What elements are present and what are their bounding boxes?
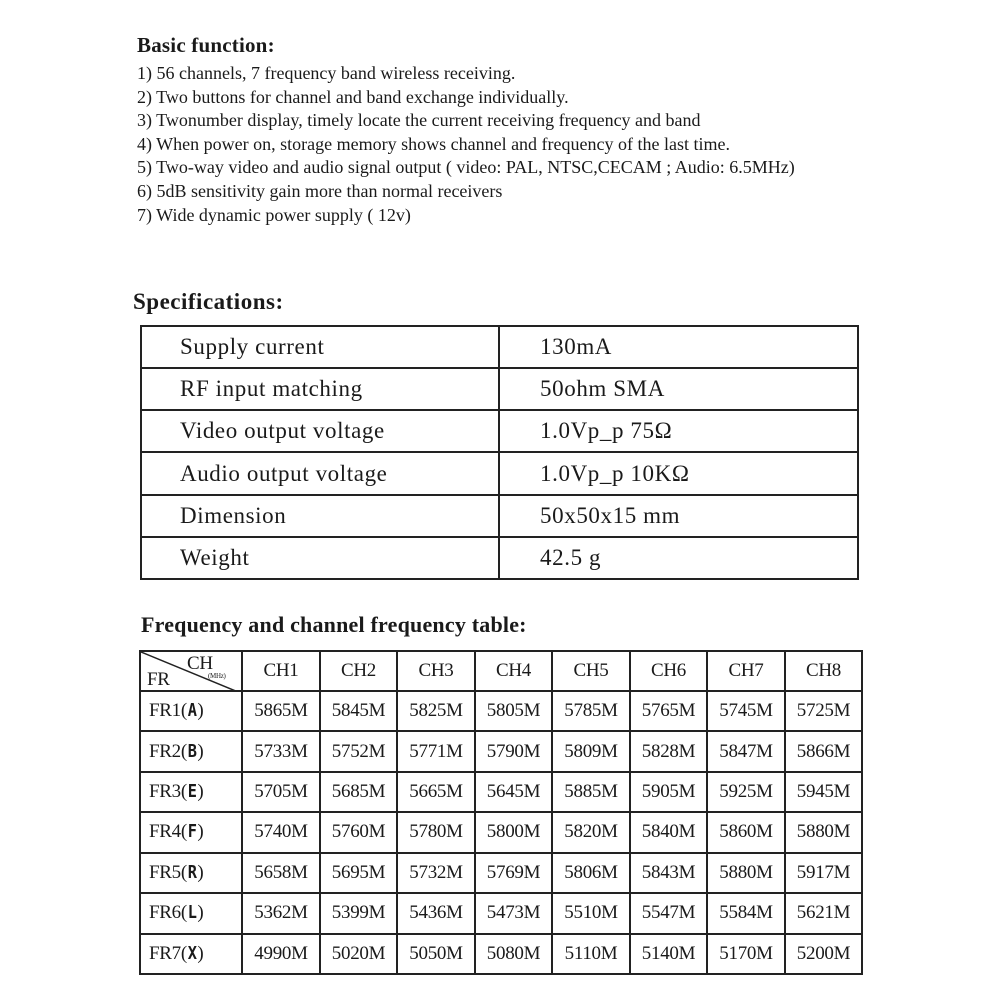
- frequency-cell: 5658M: [242, 853, 320, 893]
- table-row: [141, 537, 858, 579]
- paren-open: (: [180, 902, 187, 924]
- paren-close: ): [197, 740, 204, 762]
- frequency-cell: 5880M: [785, 812, 862, 852]
- paren-open: (: [180, 740, 187, 762]
- band-label-cell: [140, 934, 242, 974]
- frequency-cell: 5621M: [785, 893, 862, 933]
- spec-label: Dimension: [141, 495, 499, 537]
- corner-cell: [140, 651, 242, 691]
- frequency-cell: 5880M: [707, 853, 785, 893]
- table-row: [140, 772, 862, 812]
- basic-function-list: [137, 62, 877, 227]
- frequency-cell: 5740M: [242, 812, 320, 852]
- band-label-cell: [140, 731, 242, 771]
- frequency-cell: 5820M: [552, 812, 630, 852]
- spec-value: 50x50x15 mm: [499, 495, 858, 537]
- column-header: CH4: [475, 651, 552, 691]
- column-header: CH1: [242, 651, 320, 691]
- frequency-cell: 5847M: [707, 731, 785, 771]
- frequency-cell: 5705M: [242, 772, 320, 812]
- list-item: 2) Two buttons for channel and band exchange individually.: [137, 86, 569, 107]
- frequency-cell: 5436M: [397, 893, 475, 933]
- band-label-cell: [140, 691, 242, 731]
- frequency-cell: 5865M: [242, 691, 320, 731]
- frequency-cell: 5885M: [552, 772, 630, 812]
- frequency-cell: 5806M: [552, 853, 630, 893]
- frequency-cell: 5840M: [630, 812, 707, 852]
- paren-open: (: [180, 861, 187, 883]
- list-item: 3) Twonumber display, timely locate the current receiving frequency and band: [137, 110, 701, 131]
- specifications-heading: Specifications:: [133, 289, 284, 314]
- frequency-cell: 5866M: [785, 731, 862, 771]
- band-display-glyph: X: [187, 942, 197, 964]
- table-row: [141, 368, 858, 410]
- band-label-cell: [140, 812, 242, 852]
- frequency-cell: 5110M: [552, 934, 630, 974]
- table-row: [140, 893, 862, 933]
- list-item: 6) 5dB sensitivity gain more than normal receivers: [137, 180, 503, 201]
- list-item: 5) Two-way video and audio signal output ( video: PAL, NTSC,CECAM ; Audio: 6.5MHz): [137, 157, 795, 178]
- list-item: 4) When power on, storage memory shows channel and frequency of the last time.: [137, 133, 730, 154]
- table-row: [141, 410, 858, 452]
- list-item: 1) 56 channels, 7 frequency band wireless receiving.: [137, 63, 516, 83]
- band-label-cell: [140, 893, 242, 933]
- frequency-cell: 5860M: [707, 812, 785, 852]
- frequency-cell: 5925M: [707, 772, 785, 812]
- table-row: [140, 812, 862, 852]
- spec-label: Audio output voltage: [141, 452, 499, 494]
- band-name: FR4: [149, 821, 181, 843]
- frequency-cell: 5140M: [630, 934, 707, 974]
- spec-label: Weight: [141, 537, 499, 579]
- column-header: CH5: [552, 651, 630, 691]
- frequency-table-body: [140, 691, 862, 974]
- band-display-glyph: B: [187, 740, 197, 762]
- frequency-cell: 5845M: [320, 691, 397, 731]
- table-header-row: [140, 651, 862, 691]
- frequency-cell: 5785M: [552, 691, 630, 731]
- band-display-glyph: R: [187, 861, 197, 883]
- frequency-cell: 5584M: [707, 893, 785, 933]
- column-header: CH2: [320, 651, 397, 691]
- frequency-cell: 5050M: [397, 934, 475, 974]
- frequency-cell: 5825M: [397, 691, 475, 731]
- table-row: [140, 731, 862, 771]
- frequency-cell: 5945M: [785, 772, 862, 812]
- band-name: FR6: [149, 902, 181, 924]
- spec-label: Video output voltage: [141, 410, 499, 452]
- band-label-cell: [140, 853, 242, 893]
- frequency-cell: 5917M: [785, 853, 862, 893]
- list-item: 7) Wide dynamic power supply ( 12v): [137, 204, 411, 225]
- spec-value: 1.0Vp_p 75Ω: [499, 410, 858, 452]
- table-row: [141, 495, 858, 537]
- frequency-cell: 5790M: [475, 731, 552, 771]
- frequency-cell: 5732M: [397, 853, 475, 893]
- spec-value: 1.0Vp_p 10KΩ: [499, 452, 858, 494]
- spec-value: 50ohm SMA: [499, 368, 858, 410]
- column-header: CH7: [707, 651, 785, 691]
- band-display-glyph: L: [187, 902, 197, 924]
- frequency-cell: 5200M: [785, 934, 862, 974]
- frequency-cell: 4990M: [242, 934, 320, 974]
- frequency-table-heading: Frequency and channel frequency table:: [141, 612, 527, 637]
- band-name: FR2: [149, 740, 181, 762]
- corner-ch-label: CH: [187, 653, 213, 674]
- band-display-glyph: E: [187, 781, 197, 803]
- table-row: [140, 934, 862, 974]
- spec-label: RF input matching: [141, 368, 499, 410]
- paren-close: ): [197, 861, 204, 883]
- frequency-cell: 5843M: [630, 853, 707, 893]
- frequency-cell: 5805M: [475, 691, 552, 731]
- frequency-cell: 5020M: [320, 934, 397, 974]
- table-row: [141, 326, 858, 368]
- frequency-cell: 5800M: [475, 812, 552, 852]
- column-header: CH6: [630, 651, 707, 691]
- frequency-cell: 5765M: [630, 691, 707, 731]
- frequency-table: [139, 650, 863, 975]
- frequency-cell: 5510M: [552, 893, 630, 933]
- paren-close: ): [197, 700, 204, 722]
- band-name: FR1: [149, 700, 181, 722]
- band-display-glyph: F: [187, 821, 197, 843]
- corner-unit-label: (MHz): [208, 672, 226, 680]
- table-row: [140, 853, 862, 893]
- paren-close: ): [197, 942, 204, 964]
- frequency-cell: 5771M: [397, 731, 475, 771]
- frequency-cell: 5769M: [475, 853, 552, 893]
- frequency-cell: 5473M: [475, 893, 552, 933]
- frequency-cell: 5905M: [630, 772, 707, 812]
- basic-function-heading: Basic function:: [137, 33, 275, 57]
- table-row: [141, 452, 858, 494]
- spec-label: Supply current: [141, 326, 499, 368]
- band-label-cell: [140, 772, 242, 812]
- frequency-cell: 5547M: [630, 893, 707, 933]
- column-header: CH8: [785, 651, 862, 691]
- frequency-cell: 5809M: [552, 731, 630, 771]
- frequency-cell: 5695M: [320, 853, 397, 893]
- frequency-cell: 5080M: [475, 934, 552, 974]
- paren-open: (: [180, 700, 187, 722]
- frequency-cell: 5685M: [320, 772, 397, 812]
- band-name: FR5: [149, 861, 181, 883]
- specifications-table: [140, 325, 859, 580]
- frequency-cell: 5725M: [785, 691, 862, 731]
- table-row: [140, 691, 862, 731]
- frequency-cell: 5828M: [630, 731, 707, 771]
- frequency-cell: 5170M: [707, 934, 785, 974]
- band-display-glyph: A: [187, 700, 197, 722]
- frequency-cell: 5780M: [397, 812, 475, 852]
- paren-close: ): [197, 821, 204, 843]
- frequency-cell: 5645M: [475, 772, 552, 812]
- spec-value: 130mA: [499, 326, 858, 368]
- frequency-cell: 5665M: [397, 772, 475, 812]
- frequency-cell: 5752M: [320, 731, 397, 771]
- corner-fr-label: FR: [147, 669, 170, 690]
- frequency-cell: 5362M: [242, 893, 320, 933]
- band-name: FR3: [149, 781, 181, 803]
- band-name: FR7: [149, 942, 181, 964]
- paren-open: (: [180, 942, 187, 964]
- paren-close: ): [197, 902, 204, 924]
- frequency-cell: 5760M: [320, 812, 397, 852]
- spec-value: 42.5 g: [499, 537, 858, 579]
- frequency-cell: 5733M: [242, 731, 320, 771]
- paren-open: (: [180, 781, 187, 803]
- column-header: CH3: [397, 651, 475, 691]
- paren-close: ): [197, 781, 204, 803]
- frequency-cell: 5399M: [320, 893, 397, 933]
- frequency-cell: 5745M: [707, 691, 785, 731]
- paren-open: (: [180, 821, 187, 843]
